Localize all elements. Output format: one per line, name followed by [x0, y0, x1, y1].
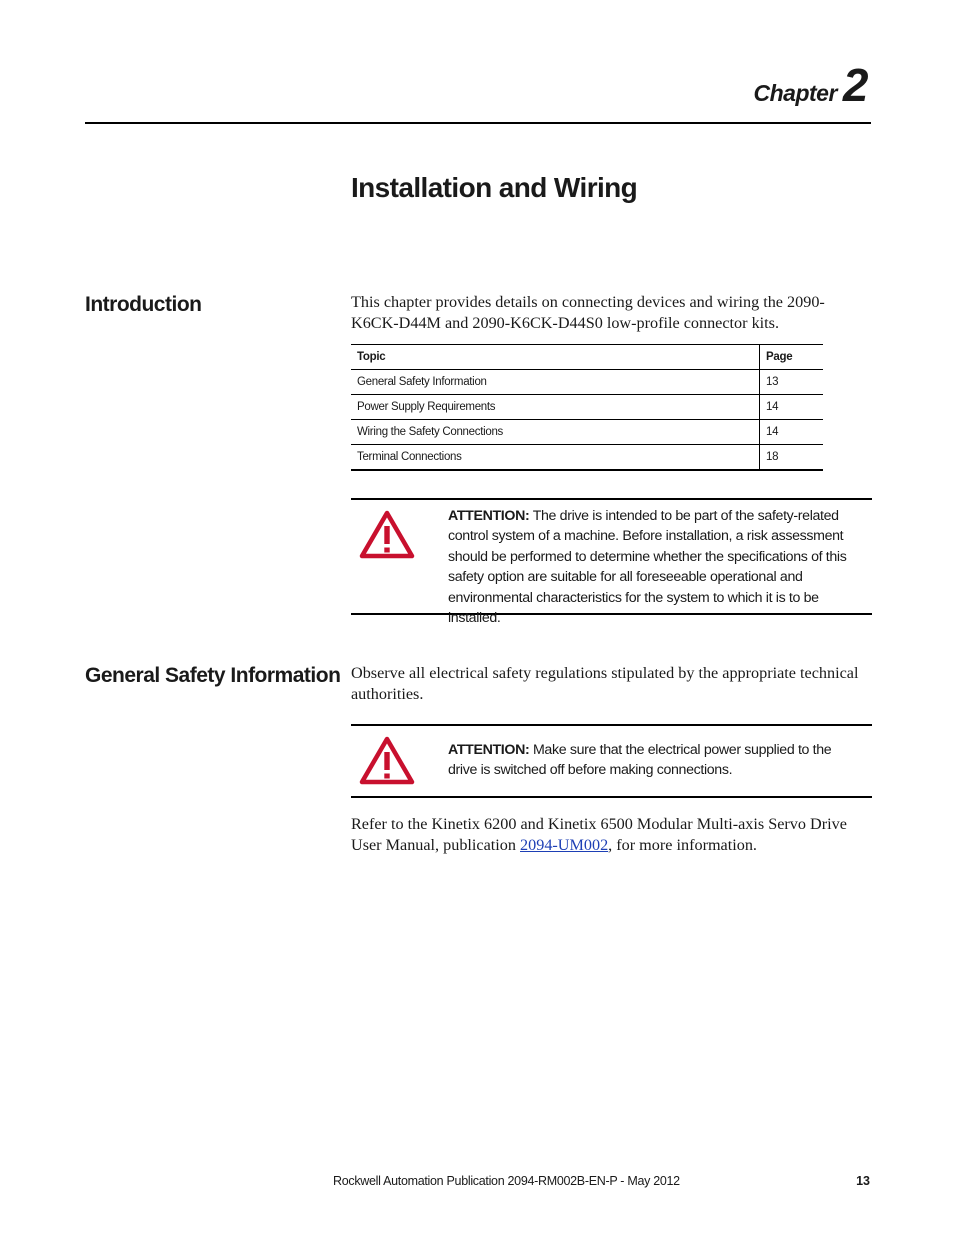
general-safety-paragraph: Observe all electrical safety regulations stipulated by the appropriate technical authorities. — [351, 664, 859, 703]
table-cell-page: 14 — [760, 395, 824, 420]
table-cell-page: 14 — [760, 420, 824, 445]
chapter-label — [753, 59, 869, 112]
table-header-row — [351, 345, 823, 370]
table-row — [351, 445, 823, 471]
table-cell-topic: Power Supply Requirements — [351, 395, 760, 420]
page-title: Installation and Wiring — [351, 172, 638, 203]
header-rule — [85, 122, 871, 124]
general-safety-heading: General Safety Information — [85, 664, 341, 687]
refer-text-after: , for more information. — [608, 836, 757, 854]
footer-publication: Rockwell Automation Publication 2094-RM002B-EN-P - May 2012 — [333, 1174, 680, 1188]
chapter-number: 2 — [842, 59, 868, 111]
table-row — [351, 395, 823, 420]
footer-page-number: 13 — [856, 1174, 870, 1188]
table-cell-topic: General Safety Information — [351, 370, 760, 395]
attention-label: ATTENTION: — [448, 508, 530, 524]
table-cell-topic: Wiring the Safety Connections — [351, 420, 760, 445]
attention-text-safety — [448, 740, 856, 781]
warning-triangle-icon — [359, 736, 415, 786]
introduction-paragraph: This chapter provides details on connecting devices and wiring the 2090-K6CK-D44M and 2090-K6CK-D44S0 low-profile connector kits. — [351, 293, 825, 332]
attention-label: ATTENTION: — [448, 742, 530, 758]
refer-text-before: Refer to the Kinetix 6200 and Kinetix 6500 Modular Multi-axis Servo Drive User Manual, publication — [351, 815, 847, 854]
table-row — [351, 420, 823, 445]
table-header-topic: Topic — [351, 345, 760, 370]
attention-callout-intro — [351, 498, 872, 627]
table-cell-page: 18 — [760, 445, 824, 471]
table-header-page: Page — [760, 345, 824, 370]
attention-callout-safety — [351, 724, 872, 798]
attention-body: The drive is intended to be part of the safety-related control system of a machine. Before installation, a risk assessment should be performed to determine whether the specifications of this safety option are suitable for all foreseeable operational and environmental characteristics for the system to which it is to be installed. — [448, 508, 847, 627]
chapter-word: Chapter — [753, 80, 837, 106]
refer-paragraph — [351, 814, 861, 856]
attention-body: Make sure that the electrical power supplied to the drive is switched off before making connections. — [448, 742, 832, 779]
attention-text-intro — [448, 506, 856, 628]
warning-triangle-icon — [359, 510, 415, 560]
publication-link[interactable]: 2094-UM002 — [520, 836, 609, 854]
introduction-heading: Introduction — [85, 293, 202, 316]
topics-table — [351, 344, 823, 471]
table-row — [351, 370, 823, 395]
table-cell-topic: Terminal Connections — [351, 445, 760, 471]
table-cell-page: 13 — [760, 370, 824, 395]
